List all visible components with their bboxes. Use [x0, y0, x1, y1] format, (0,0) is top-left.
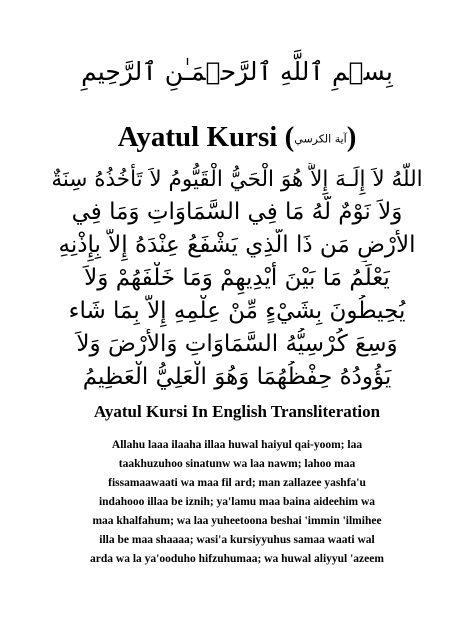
arabic-line: وَسِعَ كُرْسِيُّهُ السَّمَاوَاتِ وَالأَرْضَ وَلاَ — [76, 331, 398, 357]
arabic-line: يُحِيطُونَ بِشَيْءٍ مِّنْ عِلْمِهِ إِلاَّ بِمَا شَاء — [68, 298, 406, 324]
arabic-line: اللَّهُ لاَ إِلَـهَ إِلاَّ هُوَ الْحَيُّ الْقَيُّومُ لاَ تَأْخُذُهُ سِنَةٌ — [51, 167, 423, 192]
arabic-line: وَلاَ نَوْمٌ لَّهُ مَا فِي السَّمَاوَاتِ وَمَا فِي — [71, 199, 403, 225]
bismillah-heading: بِسۡمِ ٱللَّهِ ٱلرَّحۡمَـٰنِ ٱلرَّحِيمِ — [81, 57, 393, 86]
title-arabic-note: آية الكرسي — [294, 132, 347, 146]
arabic-line: الأَرْضِ مَن ذَا الَّذِي يَشْفَعُ عِنْدَهُ إِلاَّ بِإِذْنِهِ — [58, 232, 416, 258]
transliteration-line: illa be maa shaaaa; wasi'a kursiyyuhus samaa waati wal — [99, 534, 375, 546]
title-close-paren: ) — [346, 121, 357, 153]
transliteration-line: maa khalfahum; wa laa yuheetoona beshai 'immin 'ilmihee — [92, 515, 382, 527]
transliteration-text — [50, 436, 424, 569]
arabic-verse — [50, 163, 424, 394]
arabic-line: يَؤُودُهُ حِفْظُهُمَا وَهُوَ الْعَلِيُّ الْعَظِيمُ — [82, 364, 392, 390]
arabic-line: يَعْلَمُ مَا بَيْنَ أَيْدِيهِمْ وَمَا خَلْفَهُمْ وَلاَ — [84, 265, 390, 291]
page-title — [0, 117, 474, 159]
transliteration-line: fissamaawaati wa maa fil ard; man zallazee yashfa'u — [108, 477, 366, 489]
transliteration-line: taakhuzuhoo sinatunw wa laa nawm; lahoo maa — [118, 458, 356, 470]
transliteration-line: Allahu laaa ilaaha illaa huwal haiyul qai-yoom; laa — [111, 439, 363, 451]
title-text: Ayatul Kursi ( — [117, 121, 295, 153]
transliteration-heading: Ayatul Kursi In English Transliteration — [93, 402, 381, 421]
transliteration-line: arda wa la ya'ooduho hifzuhumaa; wa huwal aliyyul 'azeem — [90, 553, 384, 565]
transliteration-line: indahooo illaa be iznih; ya'lamu maa baina aideehim wa — [98, 496, 376, 508]
